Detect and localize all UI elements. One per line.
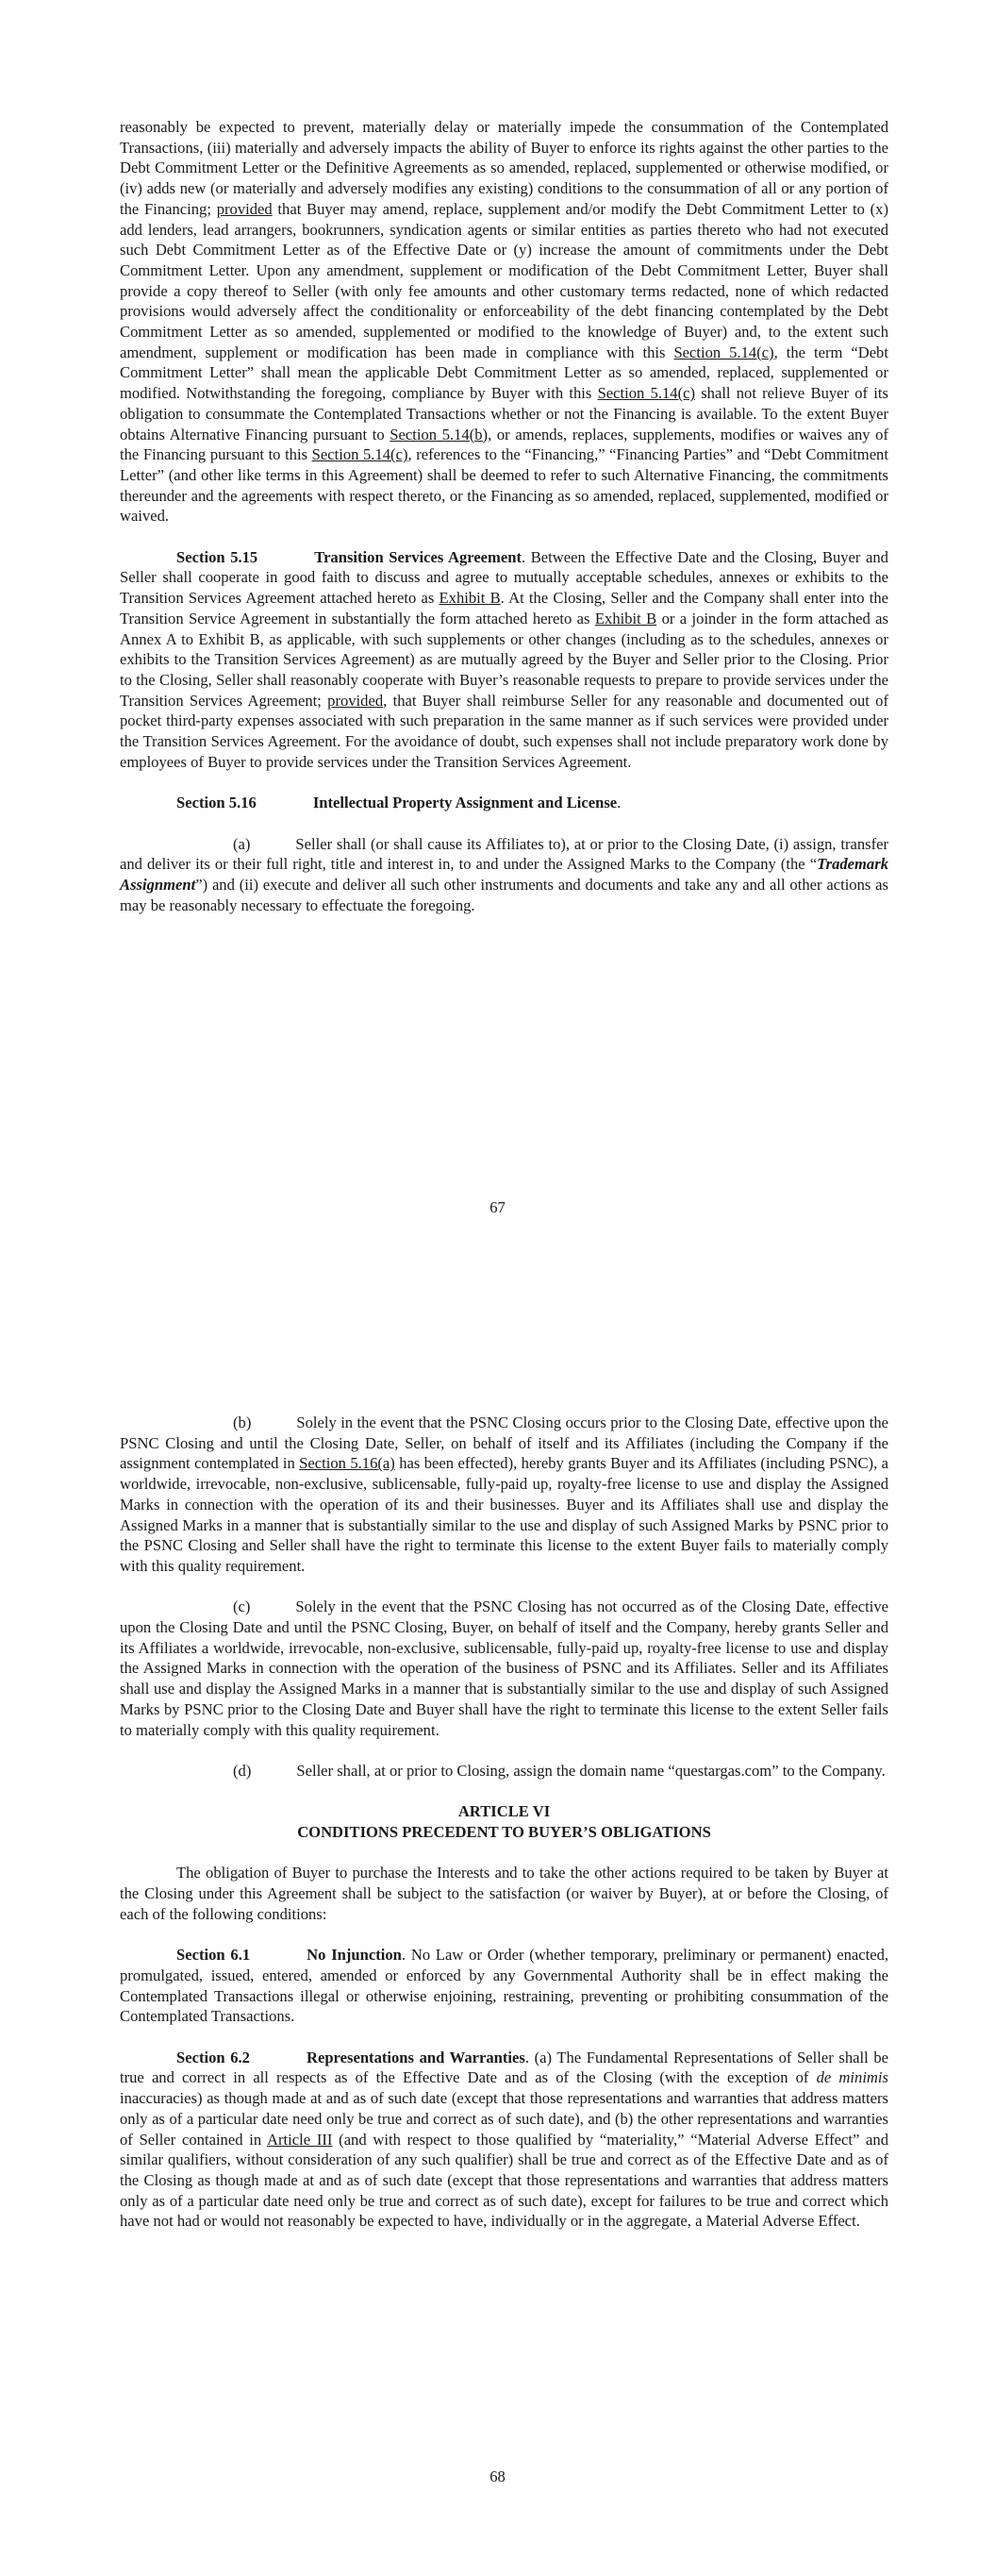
page-number: 67 <box>489 1198 506 1216</box>
paragraph-d: (d) Seller shall, at or prior to Closing, assign the domain name “questargas.com” to the Company. <box>233 1761 886 1780</box>
article-title: CONDITIONS PRECEDENT TO BUYER’S OBLIGATIONS <box>297 1823 711 1842</box>
paragraph-b: (b) Solely in the event that the PSNC Closing occurs prior to the Closing Date, effective upon the PSNC Closing and until the Closing Date, Seller, on behalf of itself and its Affiliates (including the Company if the assignment contemplated in Section 5.16(a) has been effected), hereby grants Buyer and its Affiliates (including PSNC), a worldwide, irrevocable, non-exclusive, sublicensable, fully-paid up, royalty-free license to use and display the Assigned Marks in connection with the operation of its and their businesses. Buyer and its Affiliates shall use and display the Assigned Marks in a manner that is substantially similar to the use and display of such Assigned Marks by PSNC prior to the PSNC Closing and Seller shall have the right to terminate this license to the extent Buyer fails to materially comply with this quality requirement. <box>120 1413 888 1575</box>
page-67-body <box>120 117 888 936</box>
section-title: No Injunction <box>307 1946 402 1965</box>
section-5-16-heading: Section 5.16 Intellectual Property Assignment and License. <box>176 794 622 812</box>
document-page-68 <box>0 1274 995 2576</box>
section-title: Transition Services Agreement <box>314 547 522 566</box>
page-68-body <box>120 1413 888 2252</box>
section-number: Section 5.16 <box>176 794 257 812</box>
section-number: Section 5.15 <box>176 547 258 566</box>
section-number: Section 6.1 <box>176 1946 251 1965</box>
defined-term: Trademark Assignment <box>120 855 888 894</box>
article-intro: The obligation of Buyer to purchase the Interests and to take the other actions required to be taken by Buyer at the Closing under this Agreement shall be subject to the satisfaction (or waiver by Buyer), at or before the Closing, of each of the following conditions: <box>120 1864 888 1923</box>
page-number: 68 <box>489 2467 506 2485</box>
article-heading <box>120 1801 888 1842</box>
section-6-1: Section 6.1 No Injunction. No Law or Order (whether temporary, preliminary or permanent) enacted, promulgated, issued, entered, amended or enforced by any Governmental Authority shall be in effect making the Contemplated Transactions illegal or otherwise enjoining, restraining, preventing or prohibiting consummation of the Contemplated Transactions. <box>120 1946 889 2026</box>
section-6-2: Section 6.2 Representations and Warranties. (a) The Fundamental Representations of Seller shall be true and correct in all respects as of the Effective Date and as of the Closing (with the exception of de minimis inaccuracies) as though made at and as of such date (except that those representations and warranties that address matters only as of a particular date need only be true and correct as of such date), and (b) the other representations and warranties of Seller contained in Article III (and with respect to those qualified by “materiality,” “Material Adverse Effect” and similar qualifiers, without consideration of any such qualifier) shall be true and correct as of the Effective Date and as of the Closing as though made at and as of such date (except that those representations and warranties that address matters only as of a particular date need only be true and correct as of such date), except for failures to be true and correct which have not had or would not reasonably be expected to have, individually or in the aggregate, a Material Adverse Effect. <box>120 2048 889 2231</box>
section-5-15: Section 5.15 Transition Services Agreement. Between the Effective Date and the Closing, Buyer and Seller shall cooperate in good faith to discuss and agree to mutually acceptable schedules, annexes or exhibits to the Transition Services Agreement attached hereto as Exhibit B. At the Closing, Seller and the Company shall enter into the Transition Service Agreement in substantially the form attached hereto as Exhibit B or a joinder in the form attached as Annex A to Exhibit B, as applicable, with such supplements or other changes (including as to the schedules, annexes or exhibits to the Transition Services Agreement) as are mutually agreed by the Buyer and Seller prior to the Closing. Prior to the Closing, Seller shall reasonably cooperate with Buyer’s reasonable requests to prepare to provide services under the Transition Services Agreement; provided, that Buyer shall reimburse Seller for any reasonable and documented out of pocket third-party expenses associated with such preparation in the same manner as if such services were provided under the Transition Services Agreement. For the avoidance of doubt, such expenses shall not include preparatory work done by employees of Buyer to provide services under the Transition Services Agreement. <box>120 547 889 771</box>
section-number: Section 6.2 <box>176 2048 250 2066</box>
section-title: Intellectual Property Assignment and License <box>312 794 618 812</box>
continuation-paragraph: reasonably be expected to prevent, materially delay or materially impede the consummation of the Contemplated Transactions, (iii) materially and adversely impacts the ability of Buyer to enforce its rights against the other parties to the Debt Commitment Letter or the Definitive Agreements as so amended, replaced, supplemented or otherwise modified, or (iv) adds new (or materially and adversely modifies any existing) conditions to the consummation of all or any portion of the Financing; provided that Buyer may amend, replace, supplement and/or modify the Debt Commitment Letter to (x) add lenders, lead arrangers, bookrunners, syndication agents or similar entities as parties thereto who had not executed such Debt Commitment Letter as of the Effective Date or (y) increase the amount of commitments under the Debt Commitment Letter. Upon any amendment, supplement or modification of the Debt Commitment Letter, Buyer shall provide a copy thereof to Seller (with only fee amounts and other customary terms redacted, none of which redacted provisions would adversely affect the conditionality or enforceability of the debt financing contemplated by the Debt Commitment Letter as so amended, supplemented or modified to the knowledge of Buyer) and, to the extent such amendment, supplement or modification has been made in compliance with this Section 5.14(c), the term “Debt Commitment Letter” shall mean the applicable Debt Commitment Letter as so amended, replaced, supplemented or modified. Notwithstanding the foregoing, compliance by Buyer with this Section 5.14(c) shall not relieve Buyer of its obligation to consummate the Contemplated Transactions whether or not the Financing is available. To the extent Buyer obtains Alternative Financing pursuant to Section 5.14(b), or amends, replaces, supplements, modifies or waives any of the Financing pursuant to this Section 5.14(c), references to the “Financing,” “Financing Parties” and “Debt Commitment Letter” (and other like terms in this Agreement) shall be deemed to refer to such Alternative Financing, the commitments thereunder and the agreements with respect thereto, or the Financing as so amended, replaced, supplemented, modified or waived. <box>120 118 889 526</box>
section-title: Representations and Warranties <box>306 2048 525 2066</box>
document-page-67 <box>0 0 995 1274</box>
article-number: ARTICLE VI <box>457 1802 551 1821</box>
paragraph-c: (c) Solely in the event that the PSNC Closing has not occurred as of the Closing Date, effective upon the Closing Date and until the PSNC Closing, Buyer, on behalf of itself and the Company, hereby grants Seller and its Affiliates a worldwide, irrevocable, non-exclusive, sublicensable, fully-paid up, royalty-free license to use and display the Assigned Marks in connection with the operation of the business of PSNC and its Affiliates. Seller and its Affiliates shall use and display the Assigned Marks in a manner that is substantially similar to the use and display of such Assigned Marks by PSNC prior to the Closing Date and Buyer shall have the right to terminate this license to the extent Seller fails to materially comply with this quality requirement. <box>120 1597 888 1739</box>
paragraph-a: (a) Seller shall (or shall cause its Affiliates to), at or prior to the Closing Date, (i) assign, transfer and deliver its or their full right, title and interest in, to and under the Assigned Marks to the Company (the “Trademark Assignment”) and (ii) execute and deliver all such other instruments and documents and take any and all other actions as may be reasonably necessary to effectuate the foregoing. <box>120 834 888 914</box>
